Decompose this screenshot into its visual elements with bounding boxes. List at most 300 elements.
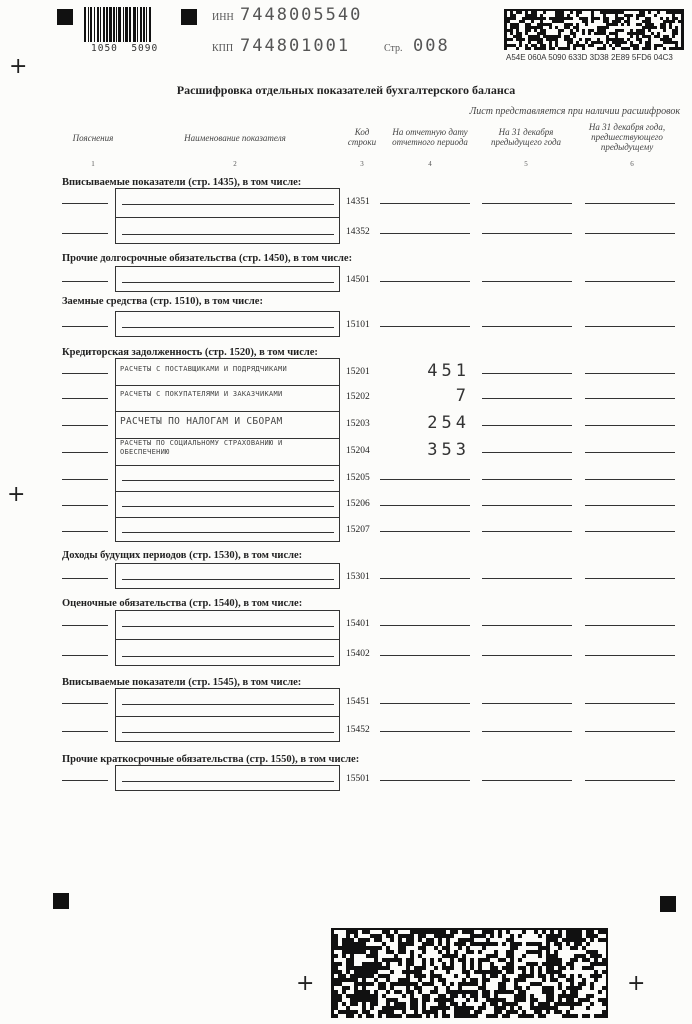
barcode-cell <box>555 32 558 35</box>
barcode-cell <box>542 942 546 946</box>
barcode-cell <box>590 958 594 962</box>
value-prev-year-field[interactable] <box>482 425 572 426</box>
barcode-cell <box>378 1006 382 1010</box>
barcode-cell <box>510 998 514 1002</box>
barcode-cell <box>537 20 540 23</box>
barcode-cell <box>678 44 681 47</box>
crosshair-bottom-right-icon: + <box>627 971 646 996</box>
barcode-cell <box>458 978 462 982</box>
line-code: 15206 <box>346 499 370 509</box>
col-num-4: 4 <box>428 160 432 168</box>
barcode-cell <box>490 1010 494 1014</box>
barcode-cell <box>534 1002 538 1006</box>
barcode-cell <box>506 1006 510 1010</box>
barcode-cell <box>434 994 438 998</box>
crosshair-bottom-left-icon: + <box>296 971 315 996</box>
barcode-cell <box>578 1014 582 1018</box>
value-pre-prev-year-field[interactable] <box>585 655 675 656</box>
barcode-bar <box>123 7 124 42</box>
barcode-cell <box>507 26 510 29</box>
barcode-cell <box>490 994 494 998</box>
section-title: Оценочные обязательства (стр. 1540), в том числе: <box>62 598 303 609</box>
barcode-number: 1050 5090 <box>91 43 159 54</box>
line-code: 14351 <box>346 197 370 207</box>
section-title: Прочие долгосрочные обязательства (стр. 1450), в том числе: <box>62 253 353 264</box>
value-pre-prev-year-field[interactable] <box>585 625 675 626</box>
col-header-pre-prev-year: На 31 декабря года, предшествующего предыдущему <box>588 122 666 152</box>
value-prev-year-field[interactable] <box>482 531 572 532</box>
explanation-field[interactable] <box>62 281 108 282</box>
value-prev-year-field[interactable] <box>482 505 572 506</box>
barcode-cell <box>554 998 558 1002</box>
value-prev-year-field[interactable] <box>482 578 572 579</box>
barcode-cell <box>531 47 534 50</box>
barcode-cell <box>350 990 354 994</box>
barcode-cell <box>518 1010 522 1014</box>
barcode-bar <box>137 7 138 42</box>
barcode-cell <box>612 17 615 20</box>
value-reporting-date-field[interactable] <box>380 625 470 626</box>
barcode-cell <box>446 994 450 998</box>
barcode-cell <box>566 982 570 986</box>
barcode-cell <box>402 974 406 978</box>
explanation-field[interactable] <box>62 531 108 532</box>
barcode-cell <box>564 44 567 47</box>
indicator-name-field[interactable] <box>122 656 334 657</box>
row-separator <box>115 385 340 386</box>
value-prev-year-field[interactable] <box>482 398 572 399</box>
explanation-field[interactable] <box>62 233 108 234</box>
barcode-cell <box>514 974 518 978</box>
registration-square-top-mid <box>181 9 197 25</box>
kpp-label: КПП <box>212 43 234 54</box>
explanation-field[interactable] <box>62 731 108 732</box>
barcode-cell <box>672 26 675 29</box>
barcode-cell <box>566 958 570 962</box>
barcode-cell <box>558 1014 562 1018</box>
barcode-cell <box>582 994 586 998</box>
indicator-name-field[interactable] <box>122 579 334 580</box>
barcode-bar <box>125 7 128 42</box>
barcode-cell <box>422 1014 426 1018</box>
line-code: 15402 <box>346 649 370 659</box>
barcode-cell <box>600 44 603 47</box>
barcode-cell <box>554 930 558 934</box>
barcode-cell <box>406 930 410 934</box>
value-reporting-date-field[interactable] <box>380 479 470 480</box>
line-code: 15451 <box>346 697 370 707</box>
barcode-cell <box>636 11 639 14</box>
value-prev-year-field[interactable] <box>482 625 572 626</box>
value-pre-prev-year-field[interactable] <box>585 578 675 579</box>
indicator-name-box <box>115 563 340 589</box>
footer-2d-barcode <box>331 928 608 1018</box>
inn-value: 7448005540 <box>240 5 363 25</box>
barcode-cell <box>612 29 615 32</box>
row-separator <box>115 639 340 640</box>
barcode-cell <box>550 950 554 954</box>
barcode-cell <box>478 1002 482 1006</box>
crosshair-mid-left-icon: + <box>7 482 26 507</box>
value-reporting-date-field[interactable] <box>380 731 470 732</box>
barcode-cell <box>594 38 597 41</box>
barcode-cell <box>558 990 562 994</box>
barcode-bar <box>84 7 86 42</box>
barcode-bar <box>88 7 89 42</box>
barcode-cell <box>334 974 338 978</box>
line-code: 15203 <box>346 419 370 429</box>
barcode-bar <box>103 7 105 42</box>
value-reporting-date-field[interactable] <box>380 578 470 579</box>
barcode-cell <box>645 38 648 41</box>
barcode-cell <box>612 35 615 38</box>
barcode-cell <box>534 32 537 35</box>
value-reporting-date[interactable]: 451 <box>427 361 470 381</box>
barcode-cell <box>362 1014 366 1018</box>
barcode-cell <box>618 47 621 50</box>
col-header-indicator-name: Наименование показателя <box>184 133 286 143</box>
barcode-cell <box>470 1010 474 1014</box>
indicator-name[interactable]: РАСЧЕТЫ С ПОСТАВЩИКАМИ И ПОДРЯДЧИКАМИ <box>120 365 288 373</box>
value-pre-prev-year-field[interactable] <box>585 281 675 282</box>
value-pre-prev-year-field[interactable] <box>585 531 675 532</box>
indicator-name-field[interactable] <box>122 234 334 235</box>
value-reporting-date-field[interactable] <box>380 326 470 327</box>
registration-square-bottom-left <box>53 893 69 909</box>
barcode-cell <box>573 23 576 26</box>
barcode-cell <box>598 1010 602 1014</box>
barcode-cell <box>466 934 470 938</box>
crosshair-top-left-icon: + <box>9 54 28 79</box>
barcode-cell <box>466 978 470 982</box>
barcode-cell <box>506 946 510 950</box>
explanation-field[interactable] <box>62 203 108 204</box>
col-header-prev-year: На 31 декабря предыдущего года <box>490 127 562 147</box>
section-title: Кредиторская задолженность (стр. 1520), в том числе: <box>62 347 318 358</box>
barcode-cell <box>537 44 540 47</box>
barcode-cell <box>603 23 606 26</box>
barcode-cell <box>382 1014 386 1018</box>
barcode-cell <box>562 1010 566 1014</box>
barcode-cell <box>342 1014 346 1018</box>
barcode-cell <box>358 978 362 982</box>
barcode-cell <box>660 35 663 38</box>
barcode-cell <box>354 938 358 942</box>
barcode-cell <box>633 29 636 32</box>
value-reporting-date-field[interactable] <box>380 203 470 204</box>
barcode-cell <box>490 950 494 954</box>
indicator-name-field[interactable] <box>122 626 334 627</box>
explanation-field[interactable] <box>62 780 108 781</box>
line-code: 15452 <box>346 725 370 735</box>
barcode-cell <box>426 1006 430 1010</box>
barcode-cell <box>602 954 606 958</box>
barcode-cell <box>482 1014 486 1018</box>
row-separator <box>115 517 340 518</box>
value-pre-prev-year-field[interactable] <box>585 479 675 480</box>
barcode-cell <box>570 942 574 946</box>
value-reporting-date-field[interactable] <box>380 531 470 532</box>
barcode-cell <box>402 938 406 942</box>
value-reporting-date[interactable]: 254 <box>427 413 470 433</box>
barcode-cell <box>542 998 546 1002</box>
barcode-cell <box>579 47 582 50</box>
value-pre-prev-year-field[interactable] <box>585 233 675 234</box>
section-title: Доходы будущих периодов (стр. 1530), в том числе: <box>62 550 303 561</box>
indicator-name-field[interactable] <box>122 282 334 283</box>
barcode-cell <box>410 966 414 970</box>
indicator-name[interactable]: РАСЧЕТЫ ПО НАЛОГАМ И СБОРАМ <box>120 416 283 427</box>
barcode-cell <box>574 982 578 986</box>
explanation-field[interactable] <box>62 398 108 399</box>
barcode-cell <box>430 986 434 990</box>
barcode-cell <box>458 1002 462 1006</box>
explanation-field[interactable] <box>62 326 108 327</box>
barcode-cell <box>442 942 446 946</box>
barcode-cell <box>474 1006 478 1010</box>
barcode-cell <box>458 954 462 958</box>
value-pre-prev-year-field[interactable] <box>585 505 675 506</box>
row-separator <box>115 465 340 466</box>
value-prev-year-field[interactable] <box>482 373 572 374</box>
value-pre-prev-year-field[interactable] <box>585 398 675 399</box>
barcode-cell <box>562 998 566 1002</box>
col-num-6: 6 <box>630 160 634 168</box>
value-reporting-date[interactable]: 353 <box>427 440 470 460</box>
barcode-cell <box>418 942 422 946</box>
barcode-cell <box>555 47 558 50</box>
barcode-cell <box>552 14 555 17</box>
value-pre-prev-year-field[interactable] <box>585 452 675 453</box>
barcode-cell <box>382 1002 386 1006</box>
barcode-cell <box>374 1014 378 1018</box>
barcode-cell <box>450 1014 454 1018</box>
line-code: 15202 <box>346 392 370 402</box>
barcode-cell <box>546 47 549 50</box>
value-reporting-date-field[interactable] <box>380 780 470 781</box>
barcode-cell <box>526 970 530 974</box>
barcode-cell <box>566 990 570 994</box>
value-prev-year-field[interactable] <box>482 731 572 732</box>
barcode-cell <box>482 938 486 942</box>
barcode-cell <box>454 938 458 942</box>
explanation-field[interactable] <box>62 452 108 453</box>
header-2d-barcode <box>504 9 684 50</box>
barcode-cell <box>426 978 430 982</box>
barcode-cell <box>494 986 498 990</box>
barcode-cell <box>630 47 633 50</box>
barcode-cell <box>586 962 590 966</box>
barcode-cell <box>354 1014 358 1018</box>
barcode-cell <box>498 978 502 982</box>
value-pre-prev-year-field[interactable] <box>585 203 675 204</box>
barcode-cell <box>562 934 566 938</box>
barcode-cell <box>609 47 612 50</box>
value-reporting-date-field[interactable] <box>380 233 470 234</box>
barcode-cell <box>502 1010 506 1014</box>
barcode-cell <box>342 934 346 938</box>
form-note: Лист представляется при наличии расшифровок <box>469 106 680 117</box>
barcode-bar <box>146 7 147 42</box>
value-pre-prev-year-field[interactable] <box>585 425 675 426</box>
value-pre-prev-year-field[interactable] <box>585 731 675 732</box>
barcode-cell <box>370 990 374 994</box>
indicator-name-box <box>115 610 340 666</box>
value-prev-year-field[interactable] <box>482 655 572 656</box>
barcode-cell <box>346 974 350 978</box>
barcode-cell <box>570 954 574 958</box>
row-separator <box>115 217 340 218</box>
indicator-name-field[interactable] <box>122 204 334 205</box>
header-barcode <box>84 7 166 42</box>
value-pre-prev-year-field[interactable] <box>585 326 675 327</box>
barcode-cell <box>654 32 657 35</box>
barcode-cell <box>406 954 410 958</box>
registration-square-top-left <box>57 9 73 25</box>
barcode-cell <box>588 41 591 44</box>
value-pre-prev-year-field[interactable] <box>585 373 675 374</box>
barcode-cell <box>550 1002 554 1006</box>
barcode-cell <box>602 982 606 986</box>
barcode-cell <box>639 47 642 50</box>
barcode-cell <box>639 26 642 29</box>
explanation-field[interactable] <box>62 578 108 579</box>
value-pre-prev-year-field[interactable] <box>585 780 675 781</box>
barcode-cell <box>390 1002 394 1006</box>
indicator-name-box <box>115 188 340 244</box>
value-prev-year-field[interactable] <box>482 479 572 480</box>
barcode-cell <box>594 47 597 50</box>
barcode-cell <box>542 958 546 962</box>
barcode-bar <box>143 7 145 42</box>
barcode-cell <box>502 962 506 966</box>
barcode-cell <box>394 978 398 982</box>
barcode-bar <box>109 7 112 42</box>
value-reporting-date-field[interactable] <box>380 655 470 656</box>
value-prev-year-field[interactable] <box>482 281 572 282</box>
barcode-cell <box>666 47 669 50</box>
document-code: A54E 060A 5090 633D 3D38 2E89 5FD6 04C3 <box>506 53 673 62</box>
indicator-name-field[interactable] <box>122 480 334 481</box>
row-separator <box>115 716 340 717</box>
barcode-bar <box>140 7 142 42</box>
indicator-name-field[interactable] <box>122 506 334 507</box>
value-prev-year-field[interactable] <box>482 203 572 204</box>
value-prev-year-field[interactable] <box>482 326 572 327</box>
barcode-cell <box>519 17 522 20</box>
barcode-bar <box>129 7 131 42</box>
barcode-cell <box>566 974 570 978</box>
explanation-field[interactable] <box>62 479 108 480</box>
value-prev-year-field[interactable] <box>482 780 572 781</box>
barcode-bar <box>113 7 115 42</box>
value-prev-year-field[interactable] <box>482 703 572 704</box>
indicator-name-field[interactable] <box>122 327 334 328</box>
kpp-value: 744801001 <box>240 36 351 56</box>
barcode-cell <box>642 44 645 47</box>
barcode-cell <box>602 1006 606 1010</box>
barcode-cell <box>370 958 374 962</box>
indicator-name-box <box>115 311 340 337</box>
barcode-bar <box>116 7 117 42</box>
barcode-cell <box>478 982 482 986</box>
barcode-cell <box>534 23 537 26</box>
barcode-bar <box>149 7 151 42</box>
line-code: 15201 <box>346 367 370 377</box>
barcode-cell <box>366 950 370 954</box>
value-prev-year-field[interactable] <box>482 452 572 453</box>
value-pre-prev-year-field[interactable] <box>585 703 675 704</box>
page-label: Стр. <box>384 43 403 54</box>
barcode-cell <box>418 962 422 966</box>
value-prev-year-field[interactable] <box>482 233 572 234</box>
indicator-name-field[interactable] <box>122 532 334 533</box>
col-num-5: 5 <box>524 160 528 168</box>
barcode-cell <box>609 20 612 23</box>
indicator-name[interactable]: РАСЧЕТЫ ПО СОЦИАЛЬНОМУ СТРАХОВАНИЮ И ОБЕСПЕЧЕНИЮ <box>120 439 283 456</box>
barcode-cell <box>402 966 406 970</box>
barcode-cell <box>590 970 594 974</box>
col-header-line-code: Код строки <box>347 127 377 147</box>
barcode-cell <box>672 44 675 47</box>
barcode-cell <box>537 14 540 17</box>
barcode-cell <box>482 954 486 958</box>
barcode-cell <box>651 47 654 50</box>
barcode-cell <box>528 11 531 14</box>
barcode-cell <box>446 962 450 966</box>
barcode-cell <box>498 1002 502 1006</box>
line-code: 15401 <box>346 619 370 629</box>
barcode-cell <box>434 1002 438 1006</box>
barcode-bar <box>100 7 101 42</box>
barcode-cell <box>570 47 573 50</box>
indicator-name-field[interactable] <box>122 732 334 733</box>
explanation-field[interactable] <box>62 505 108 506</box>
line-code: 14352 <box>346 227 370 237</box>
barcode-cell <box>537 29 540 32</box>
explanation-field[interactable] <box>62 655 108 656</box>
barcode-cell <box>678 17 681 20</box>
indicator-name-field[interactable] <box>122 781 334 782</box>
explanation-field[interactable] <box>62 373 108 374</box>
barcode-cell <box>627 29 630 32</box>
value-reporting-date-field[interactable] <box>380 703 470 704</box>
line-code: 15301 <box>346 572 370 582</box>
page-number: 008 <box>413 36 450 56</box>
explanation-field[interactable] <box>62 425 108 426</box>
line-code: 15101 <box>346 320 370 330</box>
value-reporting-date[interactable]: 7 <box>455 386 470 406</box>
indicator-name[interactable]: РАСЧЕТЫ С ПОКУПАТЕЛЯМИ И ЗАКАЗЧИКАМИ <box>120 390 283 398</box>
explanation-field[interactable] <box>62 625 108 626</box>
barcode-cell <box>513 32 516 35</box>
barcode-cell <box>602 994 606 998</box>
barcode-cell <box>554 966 558 970</box>
barcode-cell <box>602 934 606 938</box>
value-reporting-date-field[interactable] <box>380 281 470 282</box>
value-reporting-date-field[interactable] <box>380 505 470 506</box>
indicator-name-field[interactable] <box>122 704 334 705</box>
barcode-cell <box>669 17 672 20</box>
barcode-cell <box>522 14 525 17</box>
row-separator <box>115 411 340 412</box>
explanation-field[interactable] <box>62 703 108 704</box>
barcode-cell <box>506 934 510 938</box>
barcode-cell <box>663 17 666 20</box>
section-title: Заемные средства (стр. 1510), в том числе: <box>62 296 263 307</box>
barcode-cell <box>660 47 663 50</box>
inn-label: ИНН <box>212 12 234 23</box>
